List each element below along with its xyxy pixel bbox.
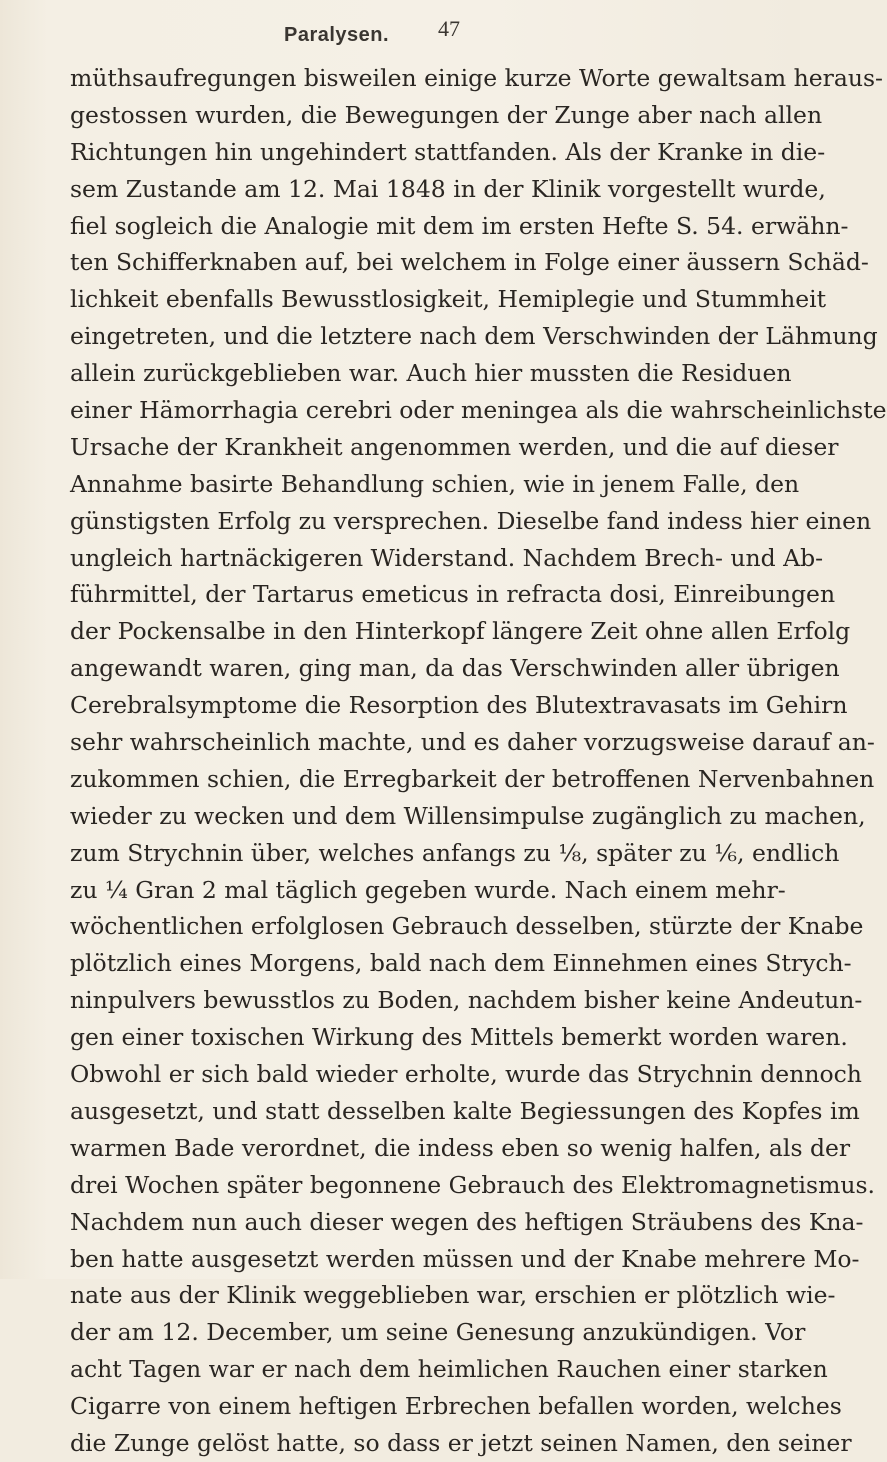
text-line: sem Zustande am 12. Mai 1848 in der Klinik vorgestellt wurde, <box>70 174 826 203</box>
text-line: ausgesetzt, und statt desselben kalte Begiessungen des Kopfes im <box>70 1096 860 1125</box>
text-line: Cigarre von einem heftigen Erbrechen befallen worden, welches <box>70 1392 842 1421</box>
text-line: gestossen wurden, die Bewegungen der Zunge aber nach allen <box>70 100 823 129</box>
text-line: zu ¼ Gran 2 mal täglich gegeben wurde. Nach einem mehr- <box>70 875 786 904</box>
text-line: ben hatte ausgesetzt werden müssen und der Knabe mehrere Mo- <box>70 1244 860 1273</box>
text-line: Ursache der Krankheit angenommen werden, und die auf dieser <box>70 432 839 461</box>
text-line: zukommen schien, die Erregbarkeit der betroffenen Nervenbahnen <box>70 764 875 793</box>
text-line: die Zunge gelöst hatte, so dass er jetzt seinen Namen, den seiner <box>70 1428 852 1457</box>
text-line: führmittel, der Tartarus emeticus in refracta dosi, Einreibungen <box>70 580 836 609</box>
page-number: 47 <box>438 16 460 41</box>
text-line: gen einer toxischen Wirkung des Mittels bemerkt worden waren. <box>70 1023 848 1052</box>
text-line: sehr wahrscheinlich machte, und es daher vorzugsweise darauf an- <box>70 728 875 757</box>
running-title: Paralysen. <box>284 24 390 46</box>
text-line: fiel sogleich die Analogie mit dem im ersten Hefte S. 54. erwähn- <box>70 211 849 240</box>
text-line: nate aus der Klinik weggeblieben war, erschien er plötzlich wie- <box>70 1281 836 1310</box>
text-line: ten Schifferknaben auf, bei welchem in Folge einer äussern Schäd- <box>70 248 869 277</box>
text-line: Richtungen hin ungehindert stattfanden. Als der Kranke in die- <box>70 137 826 166</box>
text-line: Obwohl er sich bald wieder erholte, wurde das Strychnin dennoch <box>70 1060 862 1089</box>
text-line: warmen Bade verordnet, die indess eben so wenig halfen, als der <box>70 1133 851 1162</box>
text-line: zum Strychnin über, welches anfangs zu ⅛, später zu ⅙, endlich <box>70 838 840 867</box>
text-line: eingetreten, und die letztere nach dem Verschwinden der Lähmung <box>70 322 878 351</box>
text-line: allein zurückgeblieben war. Auch hier mussten die Residuen <box>70 359 792 388</box>
text-line: angewandt waren, ging man, da das Verschwinden aller übrigen <box>70 654 840 683</box>
text-line: günstigsten Erfolg zu versprechen. Dieselbe fand indess hier einen <box>70 506 872 535</box>
text-line: lichkeit ebenfalls Bewusstlosigkeit, Hemiplegie und Stummheit <box>70 285 827 314</box>
text-line: der am 12. December, um seine Genesung anzukündigen. Vor <box>70 1318 806 1347</box>
text-line: Cerebralsymptome die Resorption des Blutextravasats im Gehirn <box>70 691 848 720</box>
text-line: ungleich hartnäckigeren Widerstand. Nachdem Brech- und Ab- <box>70 543 824 572</box>
text-line: drei Wochen später begonnene Gebrauch des Elektromagnetismus. <box>70 1170 876 1199</box>
text-line: acht Tagen war er nach dem heimlichen Rauchen einer starken <box>70 1355 828 1384</box>
text-line: ninpulvers bewusstlos zu Boden, nachdem bisher keine Andeutun- <box>70 986 863 1015</box>
text-line: wöchentlichen erfolglosen Gebrauch desselben, stürzte der Knabe <box>70 912 864 941</box>
page-header <box>0 6 800 46</box>
text-line: der Pockensalbe in den Hinterkopf längere Zeit ohne allen Erfolg <box>70 617 851 646</box>
text-line: Annahme basirte Behandlung schien, wie in jenem Falle, den <box>70 469 800 498</box>
text-line: müthsaufregungen bisweilen einige kurze Worte gewaltsam heraus- <box>70 64 883 92</box>
text-line: Nachdem nun auch dieser wegen des heftigen Sträubens des Kna- <box>70 1207 864 1236</box>
text-line: wieder zu wecken und dem Willensimpulse zugänglich zu machen, <box>70 801 866 830</box>
text-line: plötzlich eines Morgens, bald nach dem Einnehmen eines Strych- <box>70 949 852 978</box>
body-text <box>70 60 887 1462</box>
text-line: einer Hämorrhagia cerebri oder meningea als die wahrscheinlichste <box>70 396 887 425</box>
